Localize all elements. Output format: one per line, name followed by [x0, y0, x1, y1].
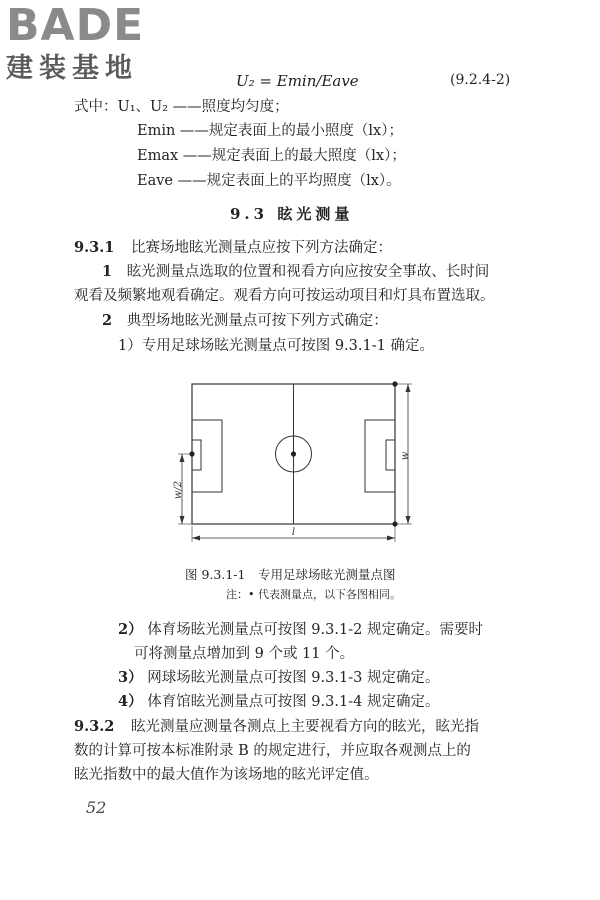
definition-line: Emin ——规定表面上的最小照度（lx）； — [137, 123, 403, 139]
figure-caption: 图 9.3.1-1 专用足球场眩光测量点图 — [185, 567, 396, 582]
sub-item-text: 体育场眩光测量点可按图 9.3.1-2 规定确定。需要时 — [147, 622, 483, 638]
figure-note: 注：• 代表测量点，以下各图相同。 — [226, 588, 401, 601]
dimension-w-label: w — [400, 451, 411, 461]
item-text: 典型场地眩光测量点可按下列方式确定： — [126, 313, 388, 329]
clause-text: 眩光测量应测量各测点上主要视看方向的眩光，眩光指 — [130, 719, 479, 735]
sub-item-text: 可将测量点增加到 9 个或 11 个。 — [134, 646, 355, 662]
definition-line: Eave ——规定表面上的平均照度（lx）。 — [137, 173, 401, 189]
section-title: 9.3 眩光测量 — [230, 205, 354, 223]
equation-formula: U₂ = Emin/Eave — [236, 72, 359, 90]
item-text: 观看及频繁地观看确定。观看方向可按运动项目和灯具布置选取。 — [74, 288, 495, 304]
logo-subtitle: 建装基地 — [6, 53, 138, 84]
definition-line: 式中：U₁、U₂ ——照度均匀度； — [74, 99, 289, 115]
logo-brand: BADE — [6, 0, 145, 51]
sub-item-text: 网球场眩光测量点可按图 9.3.1-3 规定确定。 — [147, 670, 440, 686]
right-penalty-area — [365, 420, 395, 492]
dimension-w2-label: w/2 — [173, 480, 184, 500]
measure-point-center — [291, 451, 296, 456]
clause-text: 眩光指数中的最大值作为该场地的眩光评定值。 — [74, 767, 379, 783]
sub-item-number: 3） — [118, 669, 143, 686]
clause-text: 比赛场地眩光测量点应按下列方法确定： — [130, 240, 392, 256]
page-number: 52 — [86, 798, 107, 817]
clause-text: 数的计算可按本标准附录 B 的规定进行，并应取各观测点上的 — [74, 743, 471, 759]
dimension-l-label: l — [291, 527, 296, 538]
sub-item-text: 体育馆眩光测量点可按图 9.3.1-4 规定确定。 — [147, 694, 440, 710]
item-text: 眩光测量点选取的位置和视看方向应按安全事故、长时间 — [126, 264, 490, 280]
definition-line: Emax ——规定表面上的最大照度（lx）； — [137, 148, 406, 164]
sub-item-text: 1）专用足球场眩光测量点可按图 9.3.1-1 确定。 — [118, 338, 434, 354]
item-number: 2 — [102, 312, 113, 329]
sub-item-number: 2） — [118, 621, 143, 638]
sub-item-number: 4） — [118, 693, 143, 710]
left-penalty-area — [192, 420, 222, 492]
football-field-diagram — [160, 372, 460, 554]
right-goal-area — [386, 440, 395, 470]
clause-number: 9.3.2 — [74, 718, 115, 735]
clause-number: 9.3.1 — [74, 239, 115, 256]
equation-number: (9.2.4-2) — [450, 72, 511, 88]
item-number: 1 — [102, 263, 113, 280]
